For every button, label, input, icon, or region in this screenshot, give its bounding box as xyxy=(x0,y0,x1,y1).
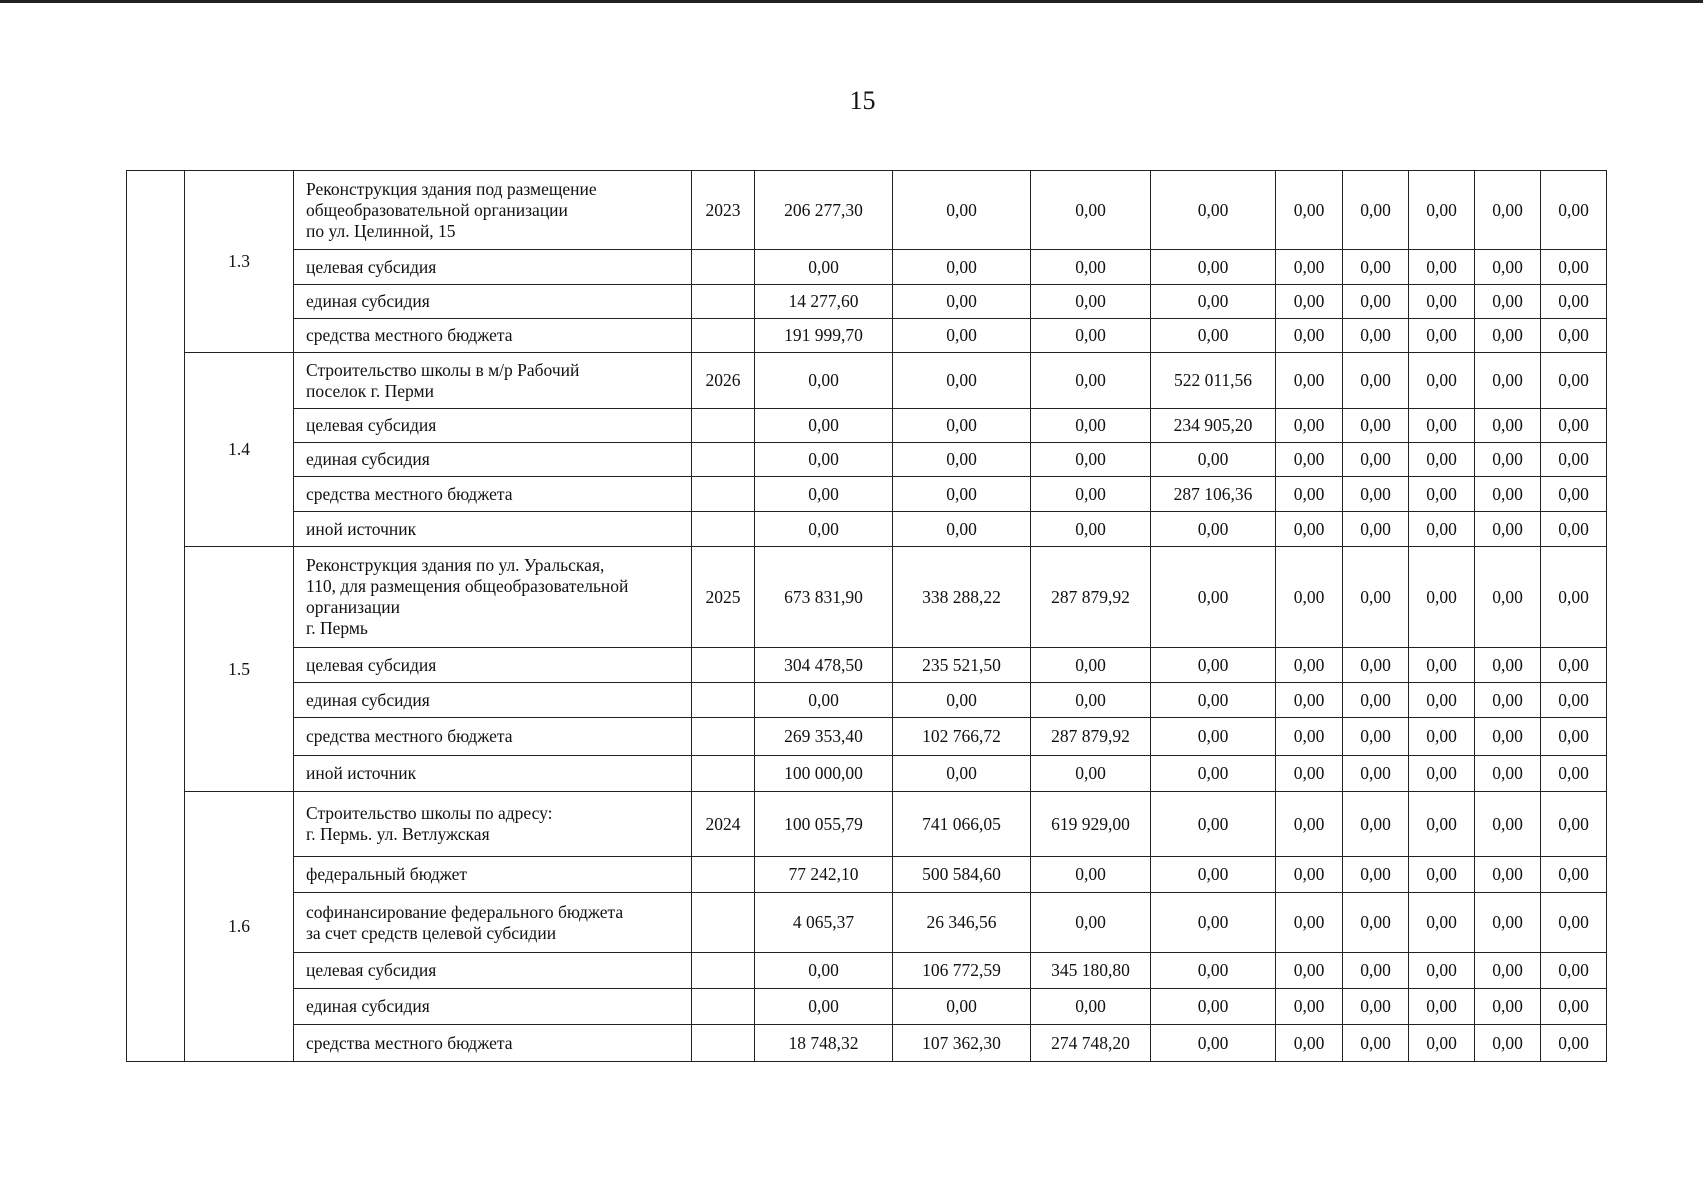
amount-cell: 0,00 xyxy=(1475,319,1541,353)
amount-cell: 0,00 xyxy=(1541,648,1607,683)
amount-cell: 0,00 xyxy=(1409,477,1475,512)
funding-source xyxy=(294,1025,692,1062)
amount-cell: 0,00 xyxy=(1541,792,1607,857)
table-row xyxy=(127,792,1607,857)
amount-cell: 0,00 xyxy=(893,353,1031,409)
amount-cell: 0,00 xyxy=(1343,409,1409,443)
funding-source xyxy=(294,953,692,989)
amount-cell: 0,00 xyxy=(1541,989,1607,1025)
amount-cell: 0,00 xyxy=(1475,171,1541,250)
amount-cell: 0,00 xyxy=(1475,989,1541,1025)
amount-cell: 0,00 xyxy=(1541,756,1607,792)
name-line: Строительство школы в м/р Рабочий xyxy=(306,359,580,380)
year-cell: 2023 xyxy=(692,171,755,250)
year-cell xyxy=(692,477,755,512)
name-line: средства местного бюджета xyxy=(306,325,513,345)
amount-cell: 0,00 xyxy=(1343,718,1409,756)
year-cell xyxy=(692,512,755,547)
amount-cell: 0,00 xyxy=(1276,989,1343,1025)
amount-cell: 287 879,92 xyxy=(1031,718,1151,756)
amount-cell: 0,00 xyxy=(1031,409,1151,443)
amount-cell: 0,00 xyxy=(755,409,893,443)
item-code: 1.3 xyxy=(185,171,294,353)
project-name xyxy=(294,171,692,250)
amount-cell: 0,00 xyxy=(1541,857,1607,893)
amount-cell: 619 929,00 xyxy=(1031,792,1151,857)
item-code: 1.4 xyxy=(185,353,294,547)
amount-cell: 14 277,60 xyxy=(755,285,893,319)
amount-cell: 0,00 xyxy=(1409,1025,1475,1062)
name-line: целевая субсидия xyxy=(306,654,437,675)
amount-cell: 0,00 xyxy=(1475,250,1541,285)
amount-cell: 0,00 xyxy=(1409,857,1475,893)
amount-cell: 269 353,40 xyxy=(755,718,893,756)
table-row xyxy=(127,1025,1607,1062)
table-row xyxy=(127,250,1607,285)
amount-cell: 0,00 xyxy=(1475,547,1541,648)
amount-cell: 0,00 xyxy=(1276,857,1343,893)
table-row xyxy=(127,285,1607,319)
amount-cell: 0,00 xyxy=(1276,893,1343,953)
table-row xyxy=(127,648,1607,683)
amount-cell: 0,00 xyxy=(1151,547,1276,648)
amount-cell: 500 584,60 xyxy=(893,857,1031,893)
amount-cell: 0,00 xyxy=(1409,648,1475,683)
amount-cell: 0,00 xyxy=(1343,443,1409,477)
name-line: г. Пермь. ул. Ветлужская xyxy=(306,824,490,844)
year-cell xyxy=(692,409,755,443)
amount-cell: 0,00 xyxy=(1276,443,1343,477)
year-cell: 2026 xyxy=(692,353,755,409)
table-row xyxy=(127,989,1607,1025)
amount-cell: 0,00 xyxy=(1409,683,1475,718)
year-cell xyxy=(692,648,755,683)
amount-cell: 0,00 xyxy=(1541,512,1607,547)
funding-source xyxy=(294,443,692,477)
amount-cell: 0,00 xyxy=(1475,718,1541,756)
amount-cell: 0,00 xyxy=(1151,683,1276,718)
amount-cell: 274 748,20 xyxy=(1031,1025,1151,1062)
name-line: единая субсидия xyxy=(306,689,430,710)
amount-cell: 0,00 xyxy=(755,512,893,547)
amount-cell: 0,00 xyxy=(1276,285,1343,319)
amount-cell: 0,00 xyxy=(1343,989,1409,1025)
amount-cell: 0,00 xyxy=(1031,857,1151,893)
name-line: Реконструкция здания по ул. Уральская, xyxy=(306,555,605,575)
amount-cell: 106 772,59 xyxy=(893,953,1031,989)
amount-cell: 0,00 xyxy=(755,443,893,477)
name-line: по ул. Целинной, 15 xyxy=(306,220,456,241)
amount-cell: 0,00 xyxy=(1343,512,1409,547)
item-code: 1.5 xyxy=(185,547,294,792)
amount-cell: 0,00 xyxy=(1031,477,1151,512)
amount-cell: 522 011,56 xyxy=(1151,353,1276,409)
funding-source xyxy=(294,477,692,512)
amount-cell: 0,00 xyxy=(1031,893,1151,953)
amount-cell: 0,00 xyxy=(755,250,893,285)
amount-cell: 0,00 xyxy=(1031,648,1151,683)
table-row xyxy=(127,893,1607,953)
year-cell xyxy=(692,1025,755,1062)
amount-cell: 0,00 xyxy=(1343,792,1409,857)
year-cell xyxy=(692,756,755,792)
table-row xyxy=(127,718,1607,756)
amount-cell: 0,00 xyxy=(1409,953,1475,989)
funding-source xyxy=(294,683,692,718)
amount-cell: 0,00 xyxy=(1409,718,1475,756)
amount-cell: 206 277,30 xyxy=(755,171,893,250)
amount-cell: 0,00 xyxy=(1151,285,1276,319)
amount-cell: 0,00 xyxy=(1409,547,1475,648)
funding-source xyxy=(294,409,692,443)
amount-cell: 0,00 xyxy=(1409,285,1475,319)
name-line: федеральный бюджет xyxy=(306,864,468,884)
amount-cell: 0,00 xyxy=(1409,250,1475,285)
funding-source xyxy=(294,648,692,683)
table-row xyxy=(127,683,1607,718)
amount-cell: 338 288,22 xyxy=(893,547,1031,648)
amount-cell: 0,00 xyxy=(1343,857,1409,893)
amount-cell: 0,00 xyxy=(1031,171,1151,250)
amount-cell: 0,00 xyxy=(1151,857,1276,893)
amount-cell: 0,00 xyxy=(1276,353,1343,409)
year-cell xyxy=(692,250,755,285)
amount-cell: 0,00 xyxy=(1541,285,1607,319)
amount-cell: 0,00 xyxy=(1151,893,1276,953)
project-name xyxy=(294,353,692,409)
amount-cell: 0,00 xyxy=(1541,1025,1607,1062)
amount-cell: 234 905,20 xyxy=(1151,409,1276,443)
amount-cell: 0,00 xyxy=(1541,683,1607,718)
amount-cell: 0,00 xyxy=(1343,477,1409,512)
amount-cell: 0,00 xyxy=(1541,171,1607,250)
name-line: 110, для размещения общеобразовательной xyxy=(306,576,629,596)
year-cell xyxy=(692,953,755,989)
funding-source xyxy=(294,718,692,756)
amount-cell: 0,00 xyxy=(1541,409,1607,443)
amount-cell: 0,00 xyxy=(1343,953,1409,989)
amount-cell: 0,00 xyxy=(1031,319,1151,353)
amount-cell: 26 346,56 xyxy=(893,893,1031,953)
table-row xyxy=(127,443,1607,477)
name-line: поселок г. Перми xyxy=(306,380,434,401)
amount-cell: 4 065,37 xyxy=(755,893,893,953)
funding-source xyxy=(294,756,692,792)
table-row xyxy=(127,477,1607,512)
year-cell: 2025 xyxy=(692,547,755,648)
year-cell xyxy=(692,443,755,477)
amount-cell: 0,00 xyxy=(1343,756,1409,792)
amount-cell: 0,00 xyxy=(755,477,893,512)
name-line: общеобразовательной организации xyxy=(306,199,568,220)
amount-cell: 107 362,30 xyxy=(893,1025,1031,1062)
amount-cell: 0,00 xyxy=(1475,683,1541,718)
table-body xyxy=(127,171,1607,1062)
amount-cell: 0,00 xyxy=(893,756,1031,792)
name-line: г. Пермь xyxy=(306,618,368,638)
amount-cell: 0,00 xyxy=(1031,512,1151,547)
amount-cell: 0,00 xyxy=(1475,353,1541,409)
amount-cell: 673 831,90 xyxy=(755,547,893,648)
amount-cell: 0,00 xyxy=(1151,443,1276,477)
item-code: 1.6 xyxy=(185,792,294,1062)
amount-cell: 100 000,00 xyxy=(755,756,893,792)
table-row xyxy=(127,756,1607,792)
amount-cell: 0,00 xyxy=(755,683,893,718)
name-line: иной источник xyxy=(306,518,417,539)
amount-cell: 0,00 xyxy=(893,989,1031,1025)
amount-cell: 0,00 xyxy=(1151,1025,1276,1062)
amount-cell: 18 748,32 xyxy=(755,1025,893,1062)
amount-cell: 0,00 xyxy=(1541,477,1607,512)
amount-cell: 0,00 xyxy=(1276,756,1343,792)
name-line: средства местного бюджета xyxy=(306,483,513,504)
amount-cell: 0,00 xyxy=(1343,319,1409,353)
name-line: средства местного бюджета xyxy=(306,1032,513,1053)
amount-cell: 0,00 xyxy=(1541,953,1607,989)
amount-cell: 0,00 xyxy=(893,683,1031,718)
amount-cell: 0,00 xyxy=(1541,353,1607,409)
amount-cell: 0,00 xyxy=(1409,792,1475,857)
amount-cell: 0,00 xyxy=(1276,1025,1343,1062)
amount-cell: 287 106,36 xyxy=(1151,477,1276,512)
amount-cell: 235 521,50 xyxy=(893,648,1031,683)
amount-cell: 0,00 xyxy=(1151,319,1276,353)
table-row xyxy=(127,857,1607,893)
amount-cell: 0,00 xyxy=(1276,718,1343,756)
amount-cell: 0,00 xyxy=(1541,443,1607,477)
amount-cell: 0,00 xyxy=(893,250,1031,285)
name-line: единая субсидия xyxy=(306,996,430,1016)
amount-cell: 0,00 xyxy=(1151,171,1276,250)
amount-cell: 287 879,92 xyxy=(1031,547,1151,648)
amount-cell: 0,00 xyxy=(1409,989,1475,1025)
amount-cell: 0,00 xyxy=(755,953,893,989)
amount-cell: 0,00 xyxy=(1276,792,1343,857)
page-number: 15 xyxy=(849,86,876,115)
amount-cell: 0,00 xyxy=(1541,718,1607,756)
amount-cell: 0,00 xyxy=(1276,512,1343,547)
amount-cell: 0,00 xyxy=(1276,477,1343,512)
amount-cell: 0,00 xyxy=(1343,250,1409,285)
year-cell xyxy=(692,683,755,718)
amount-cell: 0,00 xyxy=(1541,319,1607,353)
table-row xyxy=(127,409,1607,443)
amount-cell: 0,00 xyxy=(893,285,1031,319)
amount-cell: 304 478,50 xyxy=(755,648,893,683)
amount-cell: 0,00 xyxy=(1031,756,1151,792)
year-cell: 2024 xyxy=(692,792,755,857)
name-line: средства местного бюджета xyxy=(306,726,513,746)
amount-cell: 345 180,80 xyxy=(1031,953,1151,989)
amount-cell: 0,00 xyxy=(1276,319,1343,353)
amount-cell: 0,00 xyxy=(1475,756,1541,792)
amount-cell: 0,00 xyxy=(1151,792,1276,857)
amount-cell: 0,00 xyxy=(1409,171,1475,250)
amount-cell: 0,00 xyxy=(1343,893,1409,953)
name-line: единая субсидия xyxy=(306,291,430,311)
amount-cell: 0,00 xyxy=(1541,250,1607,285)
amount-cell: 0,00 xyxy=(1475,953,1541,989)
amount-cell: 0,00 xyxy=(1276,409,1343,443)
amount-cell: 0,00 xyxy=(755,353,893,409)
amount-cell: 0,00 xyxy=(1031,285,1151,319)
amount-cell: 0,00 xyxy=(1151,648,1276,683)
year-cell xyxy=(692,285,755,319)
amount-cell: 102 766,72 xyxy=(893,718,1031,756)
amount-cell: 0,00 xyxy=(1031,989,1151,1025)
amount-cell: 0,00 xyxy=(1343,1025,1409,1062)
name-line: единая субсидия xyxy=(306,449,430,469)
name-line: целевая субсидия xyxy=(306,415,437,435)
project-name xyxy=(294,792,692,857)
funding-source xyxy=(294,512,692,547)
amount-cell: 0,00 xyxy=(1475,857,1541,893)
amount-cell: 0,00 xyxy=(1475,648,1541,683)
funding-source xyxy=(294,893,692,953)
amount-cell: 0,00 xyxy=(1151,756,1276,792)
name-line: Реконструкция здания под размещение xyxy=(306,178,597,199)
funding-source xyxy=(294,285,692,319)
amount-cell: 0,00 xyxy=(893,319,1031,353)
amount-cell: 0,00 xyxy=(893,409,1031,443)
amount-cell: 0,00 xyxy=(1475,409,1541,443)
table-row xyxy=(127,353,1607,409)
name-line: за счет средств целевой субсидии xyxy=(306,922,557,943)
amount-cell: 0,00 xyxy=(1475,285,1541,319)
year-cell xyxy=(692,857,755,893)
amount-cell: 0,00 xyxy=(893,512,1031,547)
name-line: иной источник xyxy=(306,763,417,783)
amount-cell: 0,00 xyxy=(1409,756,1475,792)
amount-cell: 0,00 xyxy=(1276,250,1343,285)
amount-cell: 0,00 xyxy=(1276,953,1343,989)
amount-cell: 0,00 xyxy=(893,443,1031,477)
amount-cell: 0,00 xyxy=(1343,648,1409,683)
amount-cell: 0,00 xyxy=(1541,893,1607,953)
amount-cell: 0,00 xyxy=(1475,1025,1541,1062)
blank-first-column xyxy=(127,171,185,1062)
amount-cell: 0,00 xyxy=(1541,547,1607,648)
amount-cell: 0,00 xyxy=(1409,512,1475,547)
amount-cell: 0,00 xyxy=(1151,953,1276,989)
amount-cell: 0,00 xyxy=(1475,443,1541,477)
amount-cell: 0,00 xyxy=(1276,547,1343,648)
amount-cell: 0,00 xyxy=(1475,792,1541,857)
amount-cell: 191 999,70 xyxy=(755,319,893,353)
amount-cell: 0,00 xyxy=(1343,547,1409,648)
amount-cell: 0,00 xyxy=(1031,353,1151,409)
amount-cell: 0,00 xyxy=(1475,893,1541,953)
amount-cell: 0,00 xyxy=(1151,718,1276,756)
amount-cell: 0,00 xyxy=(1343,353,1409,409)
amount-cell: 741 066,05 xyxy=(893,792,1031,857)
amount-cell: 0,00 xyxy=(1031,443,1151,477)
funding-source xyxy=(294,989,692,1025)
amount-cell: 0,00 xyxy=(1409,409,1475,443)
year-cell xyxy=(692,319,755,353)
name-line: организации xyxy=(306,597,400,617)
amount-cell: 77 242,10 xyxy=(755,857,893,893)
amount-cell: 0,00 xyxy=(1409,443,1475,477)
amount-cell: 0,00 xyxy=(1031,250,1151,285)
funding-source xyxy=(294,319,692,353)
amount-cell: 0,00 xyxy=(1276,171,1343,250)
table-row xyxy=(127,547,1607,648)
year-cell xyxy=(692,893,755,953)
project-name xyxy=(294,547,692,648)
amount-cell: 0,00 xyxy=(1151,989,1276,1025)
amount-cell: 0,00 xyxy=(1031,683,1151,718)
amount-cell: 0,00 xyxy=(1343,285,1409,319)
amount-cell: 0,00 xyxy=(1151,250,1276,285)
amount-cell: 0,00 xyxy=(1409,319,1475,353)
year-cell xyxy=(692,989,755,1025)
funding-source xyxy=(294,250,692,285)
amount-cell: 0,00 xyxy=(1409,893,1475,953)
amount-cell: 0,00 xyxy=(1343,171,1409,250)
amount-cell: 0,00 xyxy=(893,477,1031,512)
year-cell xyxy=(692,718,755,756)
table-row xyxy=(127,512,1607,547)
table-row xyxy=(127,319,1607,353)
amount-cell: 0,00 xyxy=(1475,512,1541,547)
table-row xyxy=(127,171,1607,250)
amount-cell: 0,00 xyxy=(1276,683,1343,718)
amount-cell: 0,00 xyxy=(755,989,893,1025)
name-line: софинансирование федерального бюджета xyxy=(306,901,624,922)
amount-cell: 0,00 xyxy=(1475,477,1541,512)
table-row xyxy=(127,953,1607,989)
amount-cell: 0,00 xyxy=(1409,353,1475,409)
amount-cell: 0,00 xyxy=(1151,512,1276,547)
amount-cell: 0,00 xyxy=(1276,648,1343,683)
budget-table xyxy=(126,170,1607,1062)
funding-source xyxy=(294,857,692,893)
name-line: целевая субсидия xyxy=(306,256,437,277)
name-line: целевая субсидия xyxy=(306,960,437,980)
amount-cell: 100 055,79 xyxy=(755,792,893,857)
amount-cell: 0,00 xyxy=(893,171,1031,250)
name-line: Строительство школы по адресу: xyxy=(306,803,553,823)
amount-cell: 0,00 xyxy=(1343,683,1409,718)
